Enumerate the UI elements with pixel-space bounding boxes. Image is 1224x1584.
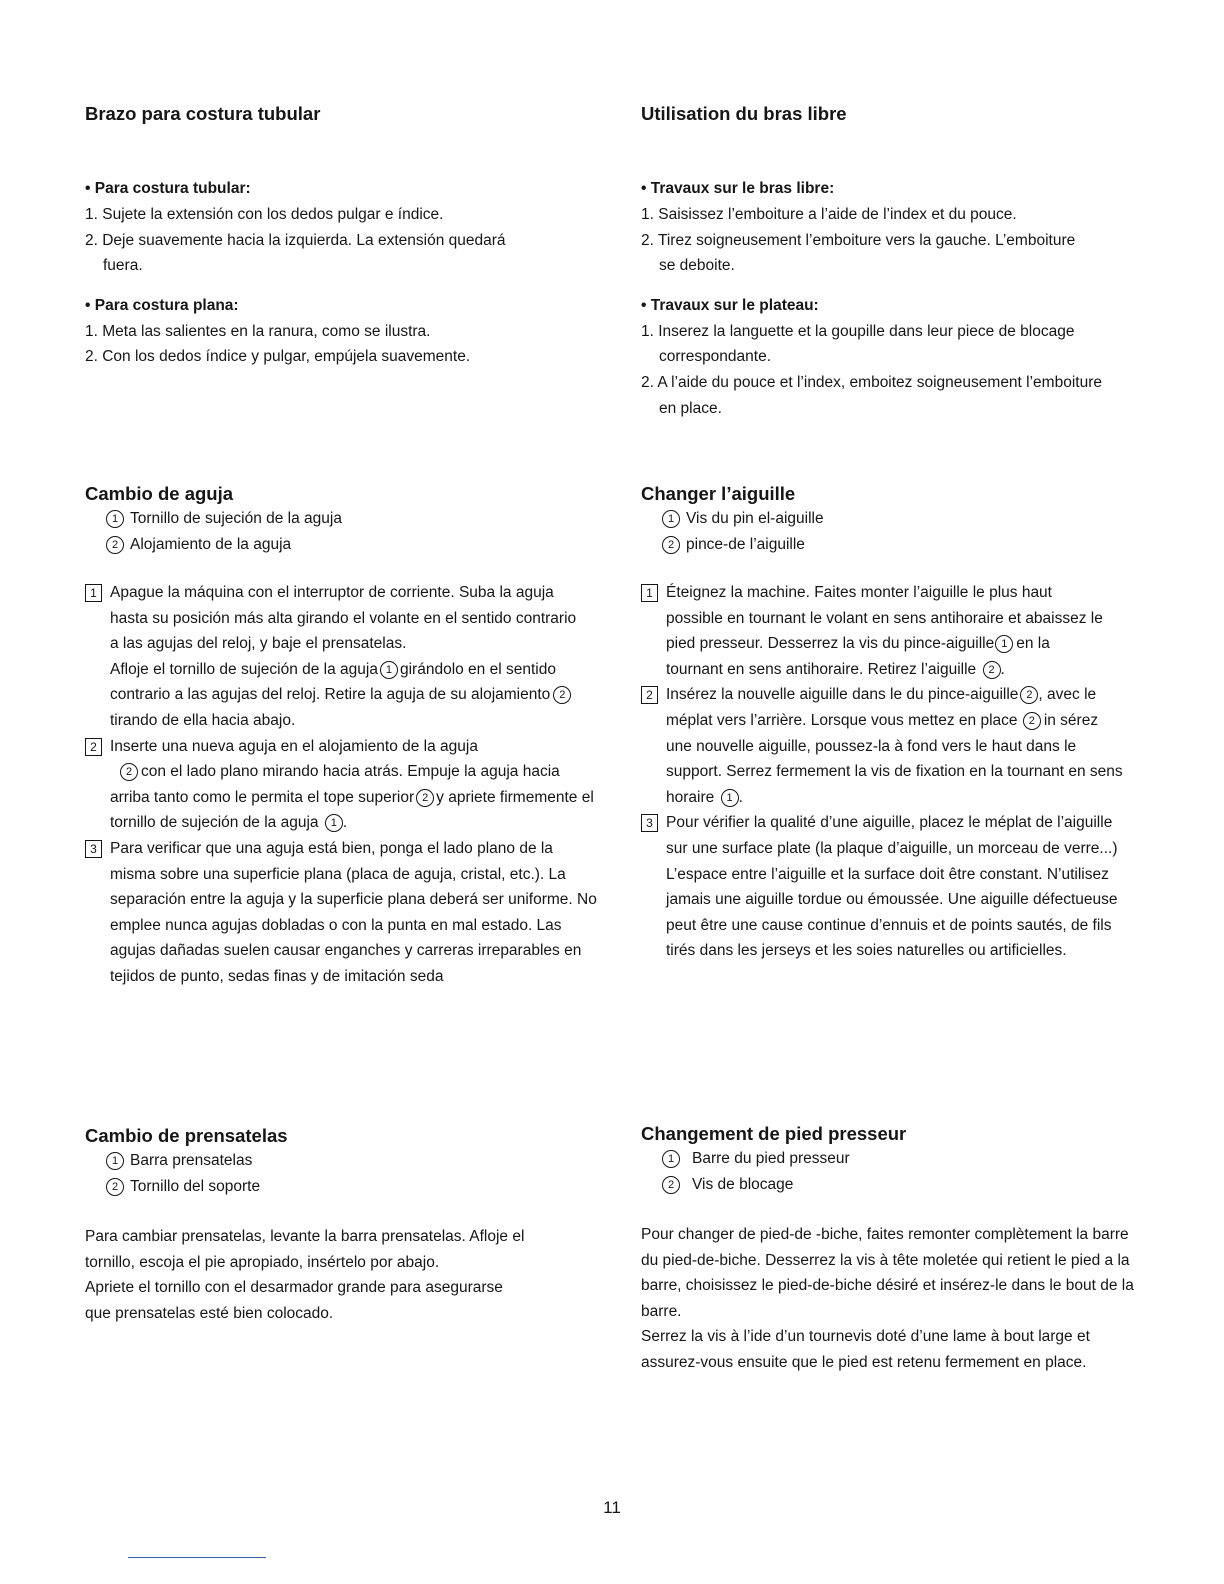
step-2 <box>641 682 1186 810</box>
number-marker: 2 <box>662 1176 680 1194</box>
legend-label: Alojamiento de la aguja <box>130 536 292 553</box>
step-number-box: 3 <box>85 840 102 858</box>
number-marker: 2 <box>416 789 434 807</box>
paragraph: Pour changer de pied-de -biche, faites remonter complètement la barre du pied-de-biche. Desserrez la vis à tête moletée qui retient le pied a la barre, choisissez le pied-de-biche désiré et insérez-le dans le bout de la barre. <box>641 1226 1134 1320</box>
legend <box>641 1146 1186 1198</box>
step-1 <box>641 580 1186 682</box>
step-number-box: 1 <box>641 584 658 602</box>
step-number-box: 2 <box>641 686 658 704</box>
steps-list <box>641 202 1186 279</box>
legend-label: Tornillo de sujeción de la aguja <box>130 510 342 527</box>
list-item: 2. Con los dedos índice y pulgar, empújela suavemente. <box>85 348 471 366</box>
number-marker: 2 <box>106 536 124 554</box>
step-2 <box>85 734 630 836</box>
number-marker: 2 <box>983 661 1001 679</box>
section-brazo-tubular <box>85 102 630 370</box>
number-marker: 2 <box>120 763 138 781</box>
step-text: Éteignez la machine. Faites monter l’aiguille le plus haut possible en tournant le volant en sens antihoraire et abaissez le pied presseur. Desserrez la vis du pince-aiguille 1 en la tournant en sens antihoraire. Retirez l’aiguille 2 . <box>666 584 1103 678</box>
section-title: Cambio de prensatelas <box>85 1125 288 1146</box>
legend-item <box>104 532 630 558</box>
list-item: 1. Inserez la languette et la goupille dans leur piece de blocage correspondante. <box>641 322 1075 366</box>
list-item: 2. A l’aide du pouce et l’index, emboitez soigneusement l’emboiture en place. <box>641 373 1102 417</box>
list-item: 1. Meta las salientes en la ranura, como se ilustra. <box>85 322 431 340</box>
number-marker: 2 <box>106 1178 124 1196</box>
number-marker: 1 <box>380 661 398 679</box>
step-number-box: 2 <box>85 738 102 756</box>
legend-item <box>660 1146 1186 1172</box>
section-title: Brazo para costura tubular <box>85 103 321 124</box>
subheading-bras-libre: • Travaux sur le bras libre: <box>641 180 835 197</box>
step-text: Apague la máquina con el interruptor de corriente. Suba la aguja hasta su posición más alta girando el volante en el sentido contrario a las agujas del reloj, y baje el prensatelas. <box>110 584 577 653</box>
legend-label: Tornillo del soporte <box>130 1178 261 1195</box>
legend-item <box>660 1172 1186 1198</box>
steps-list <box>85 202 630 279</box>
step-text: Afloje el tornillo de sujeción de la aguja 1 girándolo en el sentido contrario a las agujas del reloj. Retire la aguja de su alojamiento 2tirando de ella hacia abajo. <box>110 657 595 734</box>
legend-label: Vis du pin el-aiguille <box>686 510 824 527</box>
legend-item <box>104 1174 630 1200</box>
legend-item <box>104 506 630 532</box>
section-title: Changer l’aiguille <box>641 483 796 504</box>
subheading-tubular: • Para costura tubular: <box>85 180 251 197</box>
legend-item <box>660 506 1186 532</box>
legend-label: Vis de blocage <box>692 1176 794 1193</box>
legend-label: pince-de l’aiguille <box>686 536 805 553</box>
step-text: Para verificar que una aguja está bien, ponga el lado plano de la misma sobre una superficie plana (placa de aguja, cristal, etc.). La separación entre la aguja y la superficie plana deberá ser uniforme. No emplee nunca agujas dobladas o con la punta en mal estado. Las agujas dañadas suelen causar enganches y carreras irreparables en tejidos de punto, sedas finas y de imitación seda <box>110 839 597 985</box>
subheading-plateau: • Travaux sur le plateau: <box>641 296 819 314</box>
legend <box>85 1148 630 1200</box>
number-marker: 1 <box>721 789 739 807</box>
section-title: Cambio de aguja <box>85 483 234 504</box>
section-bras-libre <box>641 102 1186 421</box>
step-3 <box>641 810 1186 964</box>
legend-label: Barra prensatelas <box>130 1152 253 1169</box>
number-marker: 2 <box>1023 712 1041 730</box>
legend <box>641 506 1186 558</box>
paragraph: Para cambiar prensatelas, levante la barra prensatelas. Afloje el tornillo, escoja el pie apropiado, insértelo por abajo. <box>85 1228 525 1271</box>
legend <box>85 506 630 558</box>
list-item: 1. Sujete la extensión con los dedos pulgar e índice. <box>85 206 444 223</box>
steps-list <box>85 319 630 370</box>
section-title: Changement de pied presseur <box>641 1123 907 1144</box>
list-item: 1. Saisissez l’emboiture a l’aide de l’index et du pouce. <box>641 206 1017 223</box>
legend-label: Barre du pied presseur <box>692 1150 850 1167</box>
paragraph: Apriete el tornillo con el desarmador grande para asegurarse que prensatelas esté bien colocado. <box>85 1279 503 1322</box>
steps-list <box>641 319 1186 421</box>
legend-item <box>660 532 1186 558</box>
number-marker: 1 <box>995 635 1013 653</box>
number-marker: 1 <box>325 814 343 832</box>
list-item: 2. Deje suavemente hacia la izquierda. La extensión quedará fuera. <box>85 231 506 275</box>
step-text: Insérez la nouvelle aiguille dans le du pince-aiguille 2 , avec le méplat vers l’arrière. Lorsque vous mettez en place 2 in sérez une nouvelle aiguille, poussez-la à fond vers le haut dans le support. Serrez fermement la vis de fixation en la tournant en sens horaire 1 . <box>666 686 1123 806</box>
number-marker: 2 <box>553 686 571 704</box>
step-1 <box>85 580 630 734</box>
section-title: Utilisation du bras libre <box>641 103 847 124</box>
section-changement-pied <box>641 1122 1186 1376</box>
step-text: Inserte una nueva aguja en el alojamiento de la aguja 2 con el lado plano mirando hacia atrás. Empuje la aguja hacia arriba tanto como le permita el tope superior 2 y apriete firmemente el tornillo de sujeción de la aguja 1 . <box>110 737 594 832</box>
step-number-box: 1 <box>85 584 102 602</box>
number-marker: 2 <box>1020 686 1038 704</box>
page-number: 11 <box>603 1498 621 1517</box>
section-cambio-aguja <box>85 482 630 990</box>
list-item: 2. Tirez soigneusement l’emboiture vers la gauche. L’emboiture se deboite. <box>641 231 1076 275</box>
number-marker: 1 <box>106 1152 124 1170</box>
step-number-box: 3 <box>641 814 658 832</box>
number-marker: 1 <box>662 1150 680 1168</box>
number-marker: 1 <box>662 510 680 528</box>
step-3 <box>85 836 630 990</box>
legend-item <box>104 1148 630 1174</box>
section-cambio-prensatelas <box>85 1124 630 1326</box>
section-changer-aiguille <box>641 482 1186 964</box>
subheading-plana: • Para costura plana: <box>85 296 239 314</box>
step-text: Pour vérifier la qualité d’une aiguille, placez le méplat de l’aiguille sur une surface plate (la plaque d’aiguille, un morceau de verre...) L’espace entre l’aiguille et la surface doit être constant. N’utilisez jamais une aiguille tordue ou émoussée. Une aiguille défectueuse peut être une cause continue d’ennuis et de points sautés, de fils tirés dans les jerseys et les soies naturelles ou artificielles. <box>666 814 1118 960</box>
paragraph: Serrez la vis à l’ide d’un tournevis doté d’une lame à bout large et assurez-vous ensuite que le pied est retenu fermement en place. <box>641 1328 1090 1371</box>
number-marker: 1 <box>106 510 124 528</box>
footer-rule <box>128 1557 266 1558</box>
number-marker: 2 <box>662 536 680 554</box>
